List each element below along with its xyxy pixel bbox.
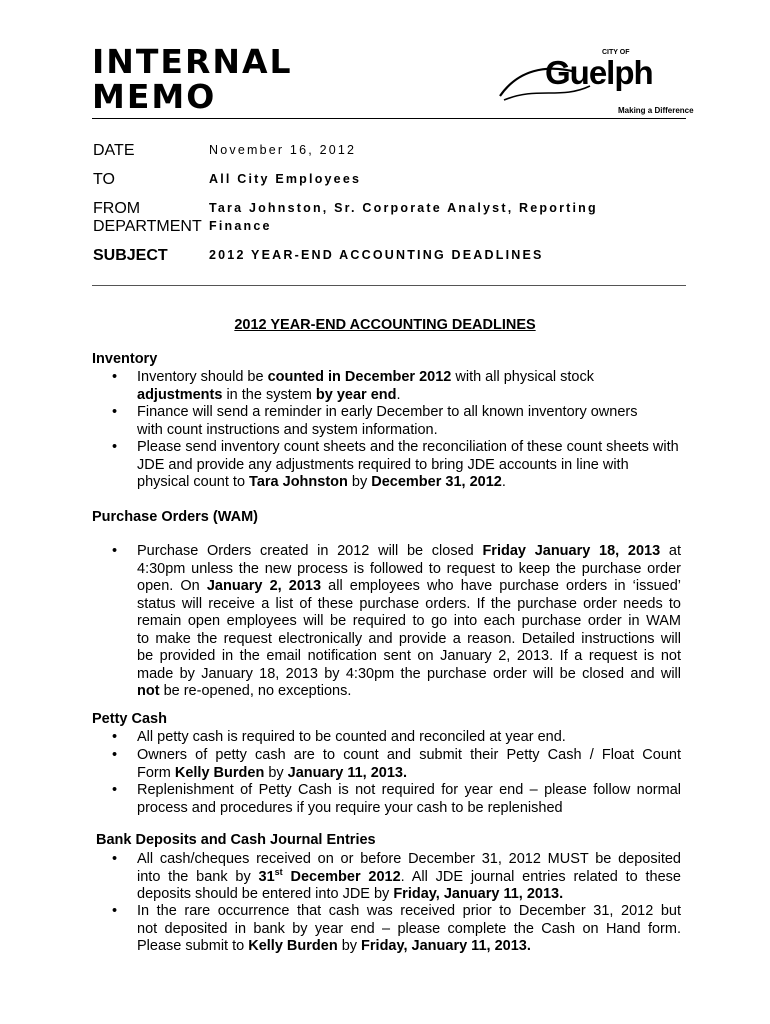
header-rule	[92, 118, 686, 119]
bullet: •	[112, 903, 118, 919]
text-run: 31	[258, 868, 275, 885]
department-value: Finance	[209, 219, 272, 233]
text-run: by	[337, 938, 362, 954]
logo-name: Guelph	[545, 54, 653, 91]
text-run: into the bank by	[137, 868, 259, 885]
purchase-orders-heading: Purchase Orders (WAM)	[92, 509, 258, 525]
city-logo	[498, 42, 694, 117]
bullet: •	[112, 729, 118, 745]
text-run: at	[660, 543, 681, 559]
bullet: •	[112, 782, 118, 798]
from-value: Tara Johnston, Sr. Corporate Analyst, Reporting	[209, 201, 598, 215]
date-label: DATE	[93, 142, 135, 159]
bank-bullet-2	[137, 903, 681, 956]
text-line	[137, 938, 681, 956]
bank-bullet-1	[137, 851, 681, 904]
text-run: January 11, 2013.	[287, 764, 407, 781]
text-run: Form	[137, 764, 175, 781]
bullet: •	[112, 851, 118, 867]
text-run: Purchase Orders created in 2012 will be closed	[137, 543, 483, 559]
text-line: made by January 18, 2013 by 4:30pm the purchase order will be closed and will	[137, 665, 681, 682]
text-line: process and procedures if you require your cash to be replenished	[137, 799, 563, 816]
text-run: December 31, 2012	[371, 474, 502, 490]
text-run: all employees who have purchase orders in ‘issued’	[321, 578, 681, 594]
to-label: TO	[93, 171, 115, 188]
text-run: Friday, January 11, 2013.	[393, 886, 564, 902]
text-run: Please submit to	[137, 938, 249, 954]
bullet: •	[112, 439, 118, 455]
logo-tagline: Making a Difference	[618, 106, 694, 115]
text-line	[137, 683, 681, 701]
memo-title-line1: INTERNAL	[92, 42, 293, 81]
inventory-heading: Inventory	[92, 351, 158, 367]
text-run: be re-opened, no exceptions.	[159, 683, 352, 699]
text-run: December 2012	[282, 868, 401, 885]
bullet: •	[112, 747, 118, 763]
document-heading: 2012 YEAR-END ACCOUNTING DEADLINES	[234, 317, 536, 333]
text-line: not deposited in bank by year end – please complete the Cash on Hand form.	[137, 920, 681, 937]
text-run: by year end	[315, 386, 397, 403]
text-run: . All JDE journal entries related to these	[400, 868, 681, 885]
text-run: Inventory should be	[137, 369, 268, 385]
from-label: FROM	[93, 200, 141, 217]
text-line: remain open employees will be required to go into each purchase order in WAM	[137, 613, 681, 629]
date-value: November 16, 2012	[209, 143, 357, 157]
petty-cash-bullet-1: All petty cash is required to be counted and reconciled at year end.	[137, 729, 566, 745]
text-run: Kelly Burden	[174, 764, 265, 781]
petty-cash-bullet-2	[137, 747, 681, 782]
text-run: Please send inventory count sheets and the reconciliation of these count sheets with JDE and provide any adjustments required to bring JDE accounts in line with physical count to	[137, 439, 679, 490]
bullet: •	[112, 404, 118, 420]
to-value: All City Employees	[209, 172, 362, 186]
text-run: not	[137, 683, 160, 699]
text-run: Friday January 18, 2013	[482, 543, 661, 559]
text-run: st	[274, 866, 283, 877]
text-line: All cash/cheques received on or before December 31, 2012 MUST be deposited	[137, 851, 681, 867]
text-line: In the rare occurrence that cash was received prior to December 31, 2012 but	[137, 903, 681, 919]
text-line	[137, 866, 681, 887]
inventory-bullet-3	[137, 439, 681, 492]
text-line: Owners of petty cash are to count and submit their Petty Cash / Float Count	[137, 747, 681, 763]
logo-city-of: CITY OF	[602, 49, 630, 56]
text-run: Kelly Burden	[248, 938, 338, 954]
text-run: .	[396, 386, 401, 403]
text-run: Tara Johnston	[249, 474, 348, 490]
text-line: Replenishment of Petty Cash is not required for year end – please follow normal	[137, 782, 681, 798]
text-run	[258, 866, 401, 885]
bullet: •	[112, 543, 118, 559]
text-run: adjustments	[137, 386, 223, 403]
text-run: in the system	[222, 386, 316, 403]
text-run: with all physical stock	[451, 369, 594, 385]
text-line: 4:30pm unless the new process is followed to request to keep the purchase order	[137, 560, 681, 577]
text-run: counted in December 2012	[267, 369, 452, 385]
text-line	[137, 886, 681, 904]
bullet: •	[112, 369, 118, 385]
inventory-bullet-2: Finance will send a reminder in early December to all known inventory owners with count instructions and system information.	[137, 404, 638, 438]
text-run: .	[501, 474, 506, 490]
text-run: by	[347, 474, 372, 490]
text-run: Friday, January 11, 2013.	[361, 938, 531, 954]
purchase-orders-bullet-1	[137, 543, 681, 701]
petty-cash-heading: Petty Cash	[92, 711, 167, 727]
text-line	[137, 543, 681, 561]
text-run: by	[264, 764, 288, 781]
separator-rule	[92, 285, 686, 286]
text-run: January 2, 2013	[206, 578, 322, 594]
bank-deposits-heading: Bank Deposits and Cash Journal Entries	[96, 832, 376, 848]
text-run: open. On	[137, 578, 207, 594]
text-line: status will receive a list of these purchase orders. If the purchase order needs to	[137, 595, 681, 612]
department-label: DEPARTMENT	[93, 218, 202, 235]
text-line	[137, 578, 681, 596]
text-line: be provided in the email notification sent on January 2, 2013. If a request is not	[137, 648, 681, 664]
inventory-bullet-1	[137, 369, 681, 404]
text-line: to make the request electronically and provide a reason. Detailed instructions will	[137, 630, 681, 647]
text-run: deposits should be entered into JDE by	[137, 886, 394, 902]
text-line	[137, 765, 681, 783]
subject-label: SUBJECT	[93, 247, 168, 264]
subject-value: 2012 YEAR-END ACCOUNTING DEADLINES	[209, 248, 544, 262]
petty-cash-bullet-3	[137, 782, 681, 817]
memo-title	[92, 44, 293, 114]
memo-title-line2: MEMO	[92, 77, 217, 116]
